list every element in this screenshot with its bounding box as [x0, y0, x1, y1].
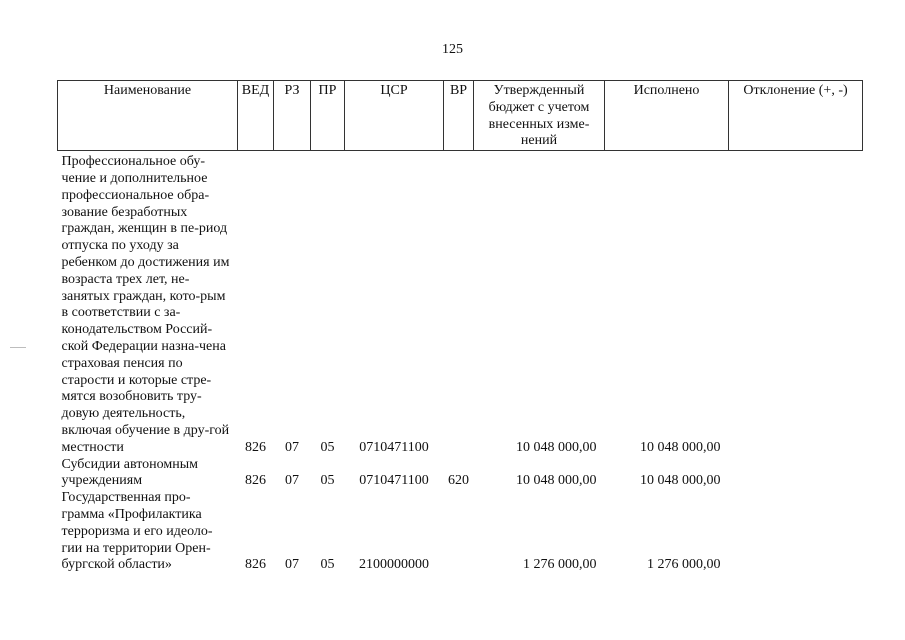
row-csr: 0710471100	[359, 473, 429, 489]
row-vr	[444, 154, 474, 456]
table-header	[58, 81, 863, 151]
header-pr: ПР	[311, 81, 345, 151]
table-row	[58, 457, 863, 491]
row-vr: 620	[448, 473, 469, 489]
row-deviation	[729, 490, 863, 574]
header-executed: Исполнено	[605, 81, 729, 151]
row-rz: 07	[285, 439, 299, 455]
header-rz: РЗ	[274, 81, 311, 151]
margin-mark	[10, 347, 26, 348]
row-approved: 10 048 000,00	[516, 439, 597, 455]
header-name: Наименование	[58, 81, 238, 151]
row-name: Профессиональное обу-чение и дополнительное профессиональное обра-зование безработных граждан, женщин в пе-риод отпуска по уходу за ребенком до достижения им возраста трех лет, не-занятых граждан, кото-рым в соответствии с за-конодательством Россий-ской Федерации назна-чена страховая пенсия по старости и которые стре-мятся возобновить тру-довую деятельность, включая обучение в дру-гой местности	[61, 154, 230, 455]
page-number: 125	[442, 42, 463, 57]
row-rz: 07	[285, 557, 299, 573]
budget-table	[57, 80, 863, 574]
row-ved: 826	[245, 557, 266, 573]
header-vr: ВР	[444, 81, 474, 151]
header-deviation: Отклонение (+, -)	[729, 81, 863, 151]
header-ved: ВЕД	[238, 81, 274, 151]
row-deviation	[729, 154, 863, 456]
table-row	[58, 490, 863, 574]
table-row	[58, 154, 863, 456]
row-executed: 10 048 000,00	[640, 473, 721, 489]
row-approved: 10 048 000,00	[516, 473, 597, 489]
row-executed: 10 048 000,00	[640, 439, 721, 455]
row-ved: 826	[245, 439, 266, 455]
header-csr: ЦСР	[345, 81, 444, 151]
row-pr: 05	[320, 439, 335, 455]
table-body	[58, 151, 863, 574]
row-approved: 1 276 000,00	[523, 557, 597, 573]
row-name: Субсидии автономным учреждениям	[61, 456, 198, 489]
row-csr: 0710471100	[359, 439, 429, 455]
row-csr: 2100000000	[359, 557, 429, 573]
row-vr	[444, 490, 474, 574]
row-deviation	[729, 457, 863, 491]
row-name: Государственная про-грамма «Профилактика терроризма и его идеоло-гии на территории Орен-бургской области»	[61, 490, 213, 573]
row-pr: 05	[320, 473, 335, 489]
row-pr: 05	[320, 557, 335, 573]
header-approved-budget: Утвержденный бюджет с учетом внесенных изме-нений	[474, 81, 605, 151]
row-ved: 826	[245, 473, 266, 489]
row-rz: 07	[285, 473, 299, 489]
row-executed: 1 276 000,00	[647, 557, 721, 573]
